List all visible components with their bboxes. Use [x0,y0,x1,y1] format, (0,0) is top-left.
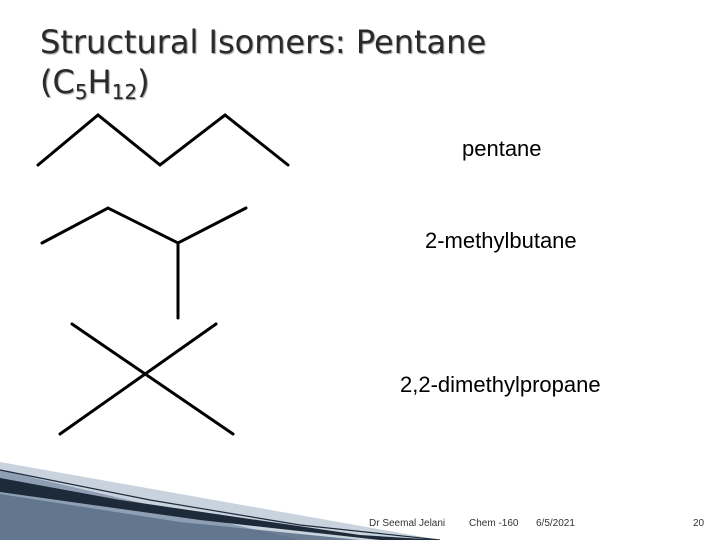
formula-h: H [87,63,112,101]
footer-course: Chem -160 [469,518,519,529]
formula-sub-c: 5 [74,80,88,104]
formula-close: ) [137,63,150,101]
footer-page-number: 20 [693,518,705,529]
label-2-methylbutane: 2-methylbutane [425,228,577,253]
title-line-1: Structural Isomers: Pentane [40,23,487,61]
footer-date: 6/5/2021 [536,518,575,529]
methylbutane-structure [42,208,246,318]
pentane-structure [38,115,288,165]
formula-open: (C [40,63,75,101]
label-pentane: pentane [462,136,542,161]
dimethylpropane-structure [60,324,233,434]
label-2-2-dimethylpropane: 2,2-dimethylpropane [400,372,601,397]
formula-sub-h: 12 [111,80,138,104]
footer-author: Dr Seemal Jelani [369,518,446,529]
